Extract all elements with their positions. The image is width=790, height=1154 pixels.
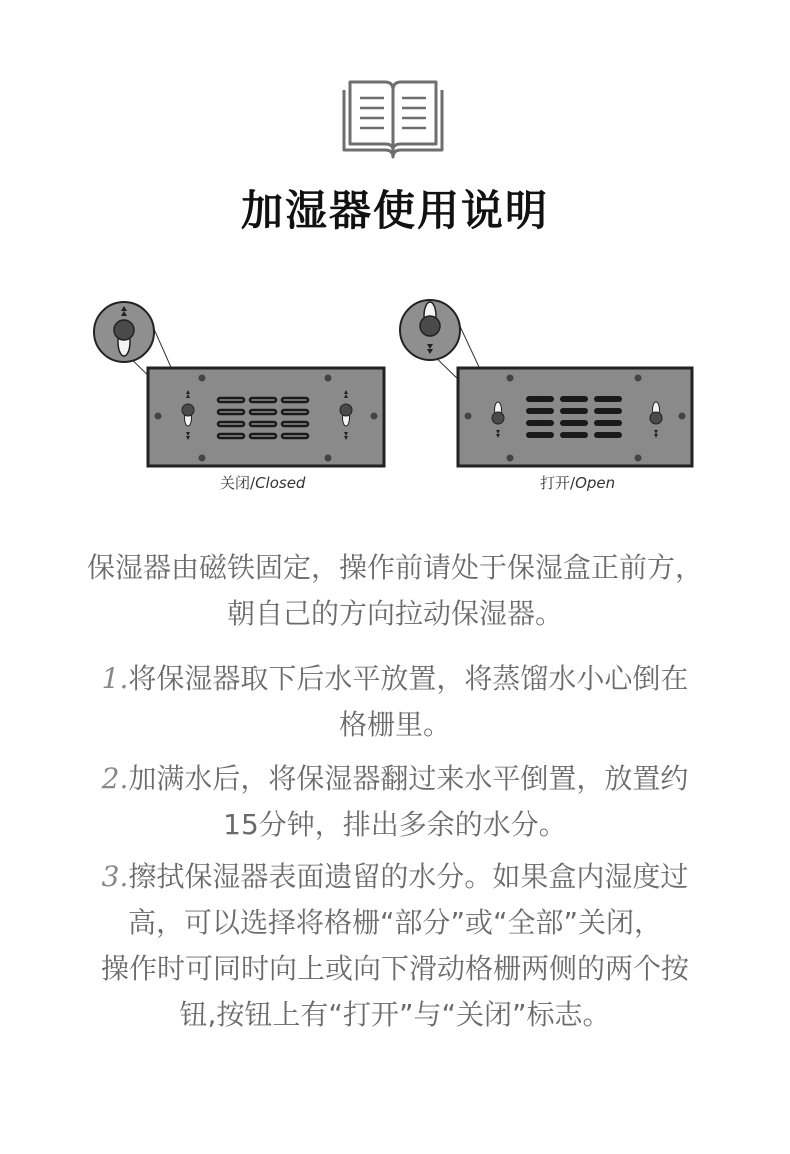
caption-closed bbox=[220, 472, 305, 493]
intro-paragraph bbox=[40, 545, 750, 637]
step-1-text-1: 将保湿器取下后水平放置，将蒸馏水小心倒在 bbox=[128, 662, 689, 695]
step-3-line-1 bbox=[40, 854, 750, 900]
step-2-line-2: 15分钟，排出多余的水分。 bbox=[223, 808, 567, 841]
step-3 bbox=[40, 854, 750, 1038]
intro-line-1: 保湿器由磁铁固定，操作前请处于保湿盒正前方， bbox=[86, 551, 703, 584]
book-icon bbox=[340, 78, 446, 160]
caption-open bbox=[540, 472, 615, 493]
step-3-line-2: 高，可以选择将格栅“部分”或“全部”关闭， bbox=[127, 906, 663, 939]
humidifier-closed-diagram bbox=[90, 292, 390, 492]
humidifier-open-diagram bbox=[398, 292, 698, 492]
step-1-number: 1. bbox=[101, 662, 129, 695]
caption-open-cn: 打开/ bbox=[540, 474, 576, 492]
caption-open-en: Open bbox=[575, 474, 616, 492]
step-3-line-3: 操作时可同时向上或向下滑动格栅两侧的两个按 bbox=[100, 952, 689, 985]
step-1-line-2: 格栅里。 bbox=[338, 708, 451, 741]
step-3-line-4: 钮,按钮上有“打开”与“关闭”标志。 bbox=[179, 998, 611, 1031]
step-3-number: 3. bbox=[101, 860, 129, 893]
step-2-text-1: 加满水后，将保湿器翻过来水平倒置，放置约 bbox=[128, 762, 689, 795]
caption-closed-cn: 关闭/ bbox=[220, 474, 256, 492]
step-1-line-1 bbox=[40, 656, 750, 702]
step-2-line-1 bbox=[40, 756, 750, 802]
step-1 bbox=[40, 656, 750, 748]
step-2 bbox=[40, 756, 750, 848]
intro-line-2: 朝自己的方向拉动保湿器。 bbox=[226, 597, 563, 630]
page-title: 加湿器使用说明 bbox=[240, 186, 549, 235]
step-2-number: 2. bbox=[101, 762, 129, 795]
step-3-text-1: 擦拭保湿器表面遗留的水分。如果盒内湿度过 bbox=[128, 860, 689, 893]
caption-closed-en: Closed bbox=[255, 474, 306, 492]
